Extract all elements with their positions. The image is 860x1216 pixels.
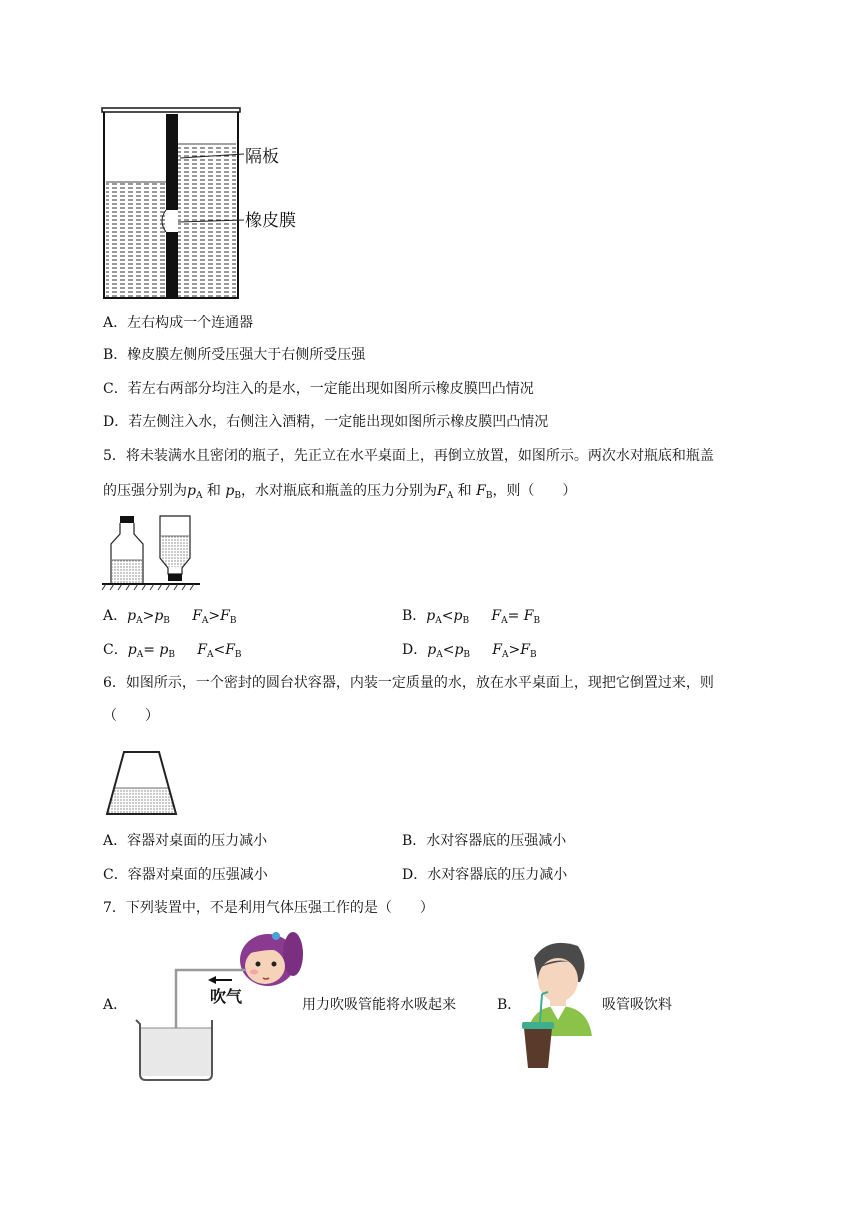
q5-option-d[interactable]: D．$p_A<p_B$ $F_A>F_B$ [402, 642, 537, 660]
blow-label: 吹气 [210, 987, 243, 1006]
q6-option-c[interactable]: C．容器对桌面的压强减小 [103, 867, 268, 883]
partition-tank-figure [96, 102, 326, 307]
q4-option-a[interactable]: A．左右构成一个连通器 [103, 315, 254, 331]
q6-option-b[interactable]: B．水对容器底的压强减小 [402, 833, 567, 849]
label-membrane: 橡皮膜 [245, 211, 296, 231]
q5-option-c[interactable]: C．$p_A= p_B$ $F_A<F_B$ [103, 642, 242, 660]
blow-straw-figure [128, 924, 308, 1084]
label-partition: 隔板 [245, 147, 279, 167]
q7-option-b-letter[interactable]: B． [497, 997, 522, 1013]
frustum-container-figure [102, 748, 182, 820]
q7-option-b-text[interactable]: 吸管吸饮料 [602, 997, 672, 1013]
q5-option-b[interactable]: B．$p_A<p_B$ $F_A= F_B$ [402, 608, 541, 626]
q4-option-b[interactable]: B．橡皮膜左侧所受压强大于右侧所受压强 [103, 347, 366, 363]
q7-option-a-letter[interactable]: A． [103, 997, 128, 1013]
q7-option-a-text[interactable]: 用力吹吸管能将水吸起来 [302, 997, 456, 1013]
boy-drinking-figure [518, 936, 598, 1072]
q5-stem-line2: 的压强分别为$p_A$ 和 $p_B$，水对瓶底和瓶盖的压力分别为$F_A$ 和 $F_B$，则（ ） [103, 483, 577, 501]
girl-head-icon [240, 932, 303, 986]
q5-stem-line1: 5．将未装满水且密闭的瓶子，先正立在水平桌面上，再倒立放置，如图所示。两次水对瓶底和瓶盖 [103, 448, 714, 464]
q4-option-c[interactable]: C．若左右两部分均注入的是水，一定能出现如图所示橡皮膜凹凸情况 [103, 381, 534, 397]
bottles-figure [102, 512, 202, 592]
q6-option-a[interactable]: A．容器对桌面的压力减小 [103, 833, 268, 849]
q4-option-d[interactable]: D．若左侧注入水，右侧注入酒精，一定能出现如图所示橡皮膜凹凸情况 [103, 414, 549, 430]
q6-stem-line2: （ ） [103, 708, 159, 724]
q7-stem: 7．下列装置中，不是利用气体压强工作的是（ ） [103, 900, 434, 916]
q6-option-d[interactable]: D．水对容器底的压力减小 [402, 867, 568, 883]
q6-stem-line1: 6．如图所示，一个密封的圆台状容器，内装一定质量的水，放在水平桌面上，现把它倒置过来，则 [103, 675, 714, 691]
q5-option-a[interactable]: A．$p_A>p_B$ $F_A>F_B$ [103, 608, 237, 626]
